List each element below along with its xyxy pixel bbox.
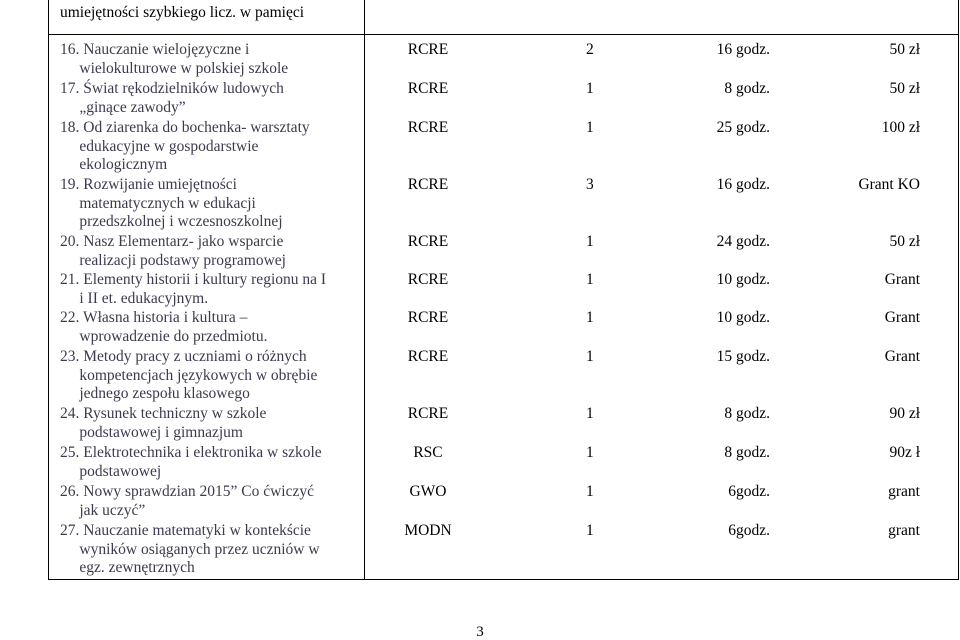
row-topic: 24. Rysunek techniczny w szkole podstawowej i gimnazjum: [60, 405, 267, 441]
row-topic: 19. Rozwijanie umiejętności matematycznych w edukacji przedszkolnej i wczesnoszkolnej: [60, 176, 283, 231]
row-count: 1: [586, 80, 594, 97]
row-cost: Grant KO: [858, 176, 920, 193]
table-right-border: [958, 0, 959, 580]
row-unit: MODN: [404, 522, 452, 539]
column-divider: [364, 0, 365, 580]
row-cost: Grant: [884, 309, 920, 326]
row-cost: 50 zł: [889, 233, 920, 250]
row-topic: 22. Własna historia i kultura – wprowadzenie do przedmiotu.: [60, 309, 268, 345]
row-hours: 24 godz.: [716, 233, 770, 250]
row-unit: RCRE: [407, 119, 449, 136]
row-cost: 90z ł: [889, 444, 920, 461]
row-cost: Grant: [884, 271, 920, 288]
continued-row-text: umiejętności szybkiego licz. w pamięci: [60, 4, 305, 21]
row-count: 1: [586, 444, 594, 461]
row-unit: RCRE: [407, 348, 449, 365]
page-number: 3: [476, 624, 484, 640]
row-cost: 90 zł: [889, 405, 920, 422]
row-count: 1: [586, 233, 594, 250]
row-topic: 23. Metody pracy z uczniami o różnych kompetencjach językowych w obrębie jednego zespołu klasowego: [60, 348, 318, 403]
row-topic: 27. Nauczanie matematyki w kontekście wyników osiąganych przez uczniów w egz. zewnętrznych: [60, 522, 320, 577]
row-unit: RCRE: [407, 41, 449, 58]
row-count: 1: [586, 309, 594, 326]
row-count: 1: [586, 405, 594, 422]
row-hours: 25 godz.: [716, 119, 770, 136]
row-unit: RCRE: [407, 176, 449, 193]
row-hours: 8 godz.: [724, 405, 770, 422]
row-topic: 21. Elementy historii i kultury regionu na I i II et. edukacyjnym.: [60, 271, 327, 307]
row-cost: Grant: [884, 348, 920, 365]
row-hours: 15 godz.: [716, 348, 770, 365]
row-count: 1: [586, 348, 594, 365]
row-cost: 100 zł: [881, 119, 920, 136]
row-topic: 18. Od ziarenka do bochenka- warsztaty edukacyjne w gospodarstwie ekologicznym: [60, 119, 310, 174]
row-unit: RCRE: [407, 233, 449, 250]
row-hours: 6godz.: [728, 522, 770, 539]
row-unit: RCRE: [407, 271, 449, 288]
row-count: 3: [586, 176, 594, 193]
row-count: 1: [586, 271, 594, 288]
row-cost: 50 zł: [889, 41, 920, 58]
row-topic: 17. Świat rękodzielników ludowych „ginące zawody”: [60, 80, 284, 116]
row-topic: 25. Elektrotechnika i elektronika w szkole podstawowej: [60, 444, 322, 480]
table-left-border: [48, 0, 49, 580]
row-hours: 10 godz.: [716, 309, 770, 326]
row-count: 1: [586, 119, 594, 136]
row-topic: 26. Nowy sprawdzian 2015” Co ćwiczyć jak uczyć”: [60, 483, 314, 519]
table-bottom-border: [48, 579, 959, 580]
row-count: 1: [586, 483, 594, 500]
row-hours: 16 godz.: [716, 41, 770, 58]
row-hours: 8 godz.: [724, 444, 770, 461]
row-unit: GWO: [409, 483, 447, 500]
row-topic: 20. Nasz Elementarz- jako wsparcie realizacji podstawy programowej: [60, 233, 286, 269]
row-cost: 50 zł: [889, 80, 920, 97]
row-topic: 16. Nauczanie wielojęzyczne i wielokulturowe w polskiej szkole: [60, 41, 289, 77]
row-unit: RCRE: [407, 405, 449, 422]
row-unit: RCRE: [407, 80, 449, 97]
row-cost: grant: [888, 522, 920, 539]
row-unit: RCRE: [407, 309, 449, 326]
row-hours: 16 godz.: [716, 176, 770, 193]
row-hours: 10 godz.: [716, 271, 770, 288]
header-row-divider: [48, 34, 959, 35]
row-hours: 6godz.: [728, 483, 770, 500]
row-count: 2: [586, 41, 594, 58]
row-hours: 8 godz.: [724, 80, 770, 97]
row-count: 1: [586, 522, 594, 539]
row-unit: RSC: [413, 444, 443, 461]
row-cost: grant: [888, 483, 920, 500]
